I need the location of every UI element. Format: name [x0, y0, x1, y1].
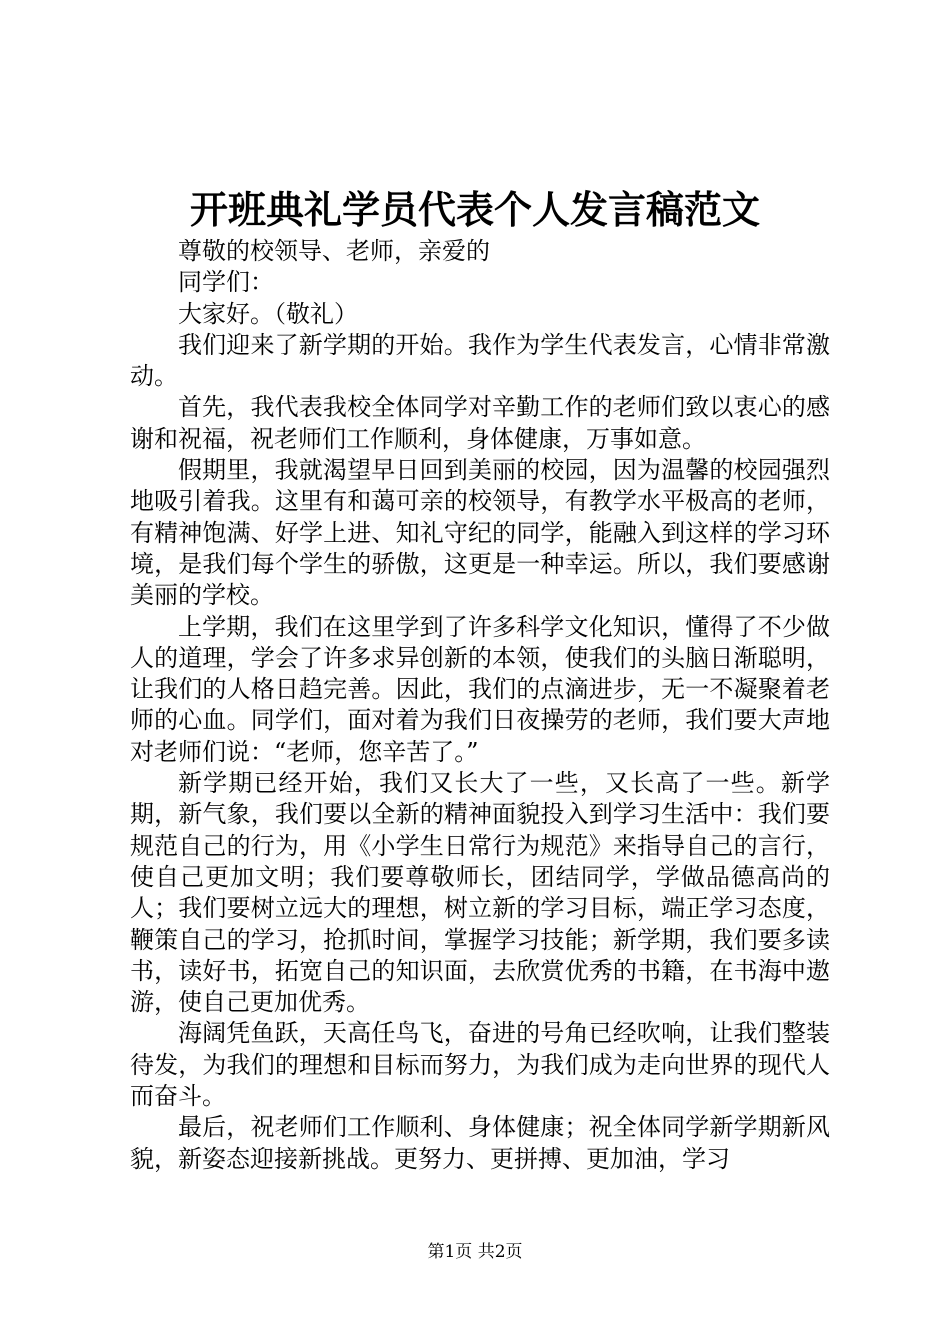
- paragraph: 假期里，我就渴望早日回到美丽的校园，因为温馨的校园强烈地吸引着我。这里有和蔼可亲的校领导，有教学水平极高的老师，有精神饱满、好学上进、知礼守纪的同学，能融入到这样的学习环境，是我们每个学生的骄傲，这更是一种幸运。所以，我们要感谢美丽的学校。: [130, 456, 830, 610]
- paragraph: 上学期，我们在这里学到了许多科学文化知识，懂得了不少做人的道理，学会了许多求异创新的本领，使我们的头脑日渐聪明，让我们的人格日趋完善。因此，我们的点滴进步，无一不凝聚着老师的心血。同学们，面对着为我们日夜操劳的老师，我们要大声地对老师们说：“老师，您辛苦了。”: [130, 612, 830, 766]
- page-number-footer: 第1页 共2页: [427, 1242, 523, 1262]
- paragraph: 新学期已经开始，我们又长大了一些，又长高了一些。新学期，新气象，我们要以全新的精神面貌投入到学习生活中：我们要规范自己的行为，用《小学生日常行为规范》来指导自己的言行，使自己更加文明；我们要尊敬师长，团结同学，学做品德高尚的人；我们要树立远大的理想，树立新的学习目标，端正学习态度，鞭策自己的学习，抢抓时间，掌握学习技能；新学期，我们要多读书，读好书，拓宽自己的知识面，去欣赏优秀的书籍，在书海中遨游，使自己更加优秀。: [130, 769, 830, 1017]
- paragraph: 海阔凭鱼跃，天高任鸟飞，奋进的号角已经吹响，让我们整装待发，为我们的理想和目标而努力，为我们成为走向世界的现代人而奋斗。: [130, 1019, 830, 1111]
- document-title: 开班典礼学员代表个人发言稿范文: [189, 187, 760, 232]
- paragraph: 我们迎来了新学期的开始。我作为学生代表发言，心情非常激动。: [130, 330, 830, 391]
- salutation-line-2: 同学们：: [178, 268, 274, 297]
- salutation-line-1: 尊敬的校领导、老师，亲爱的: [178, 237, 490, 265]
- paragraph: 首先，我代表我校全体同学对辛勤工作的老师们致以衷心的感谢和祝福，祝老师们工作顺利，身体健康，万事如意。: [130, 393, 830, 453]
- document-body: [130, 236, 830, 1175]
- paragraph: 最后，祝老师们工作顺利、身体健康；祝全体同学新学期新风貌，新姿态迎接新挑战。更努力、更拼搏、更加油，学习: [130, 1113, 830, 1173]
- greeting-line: 大家好。（敬礼）: [178, 299, 358, 328]
